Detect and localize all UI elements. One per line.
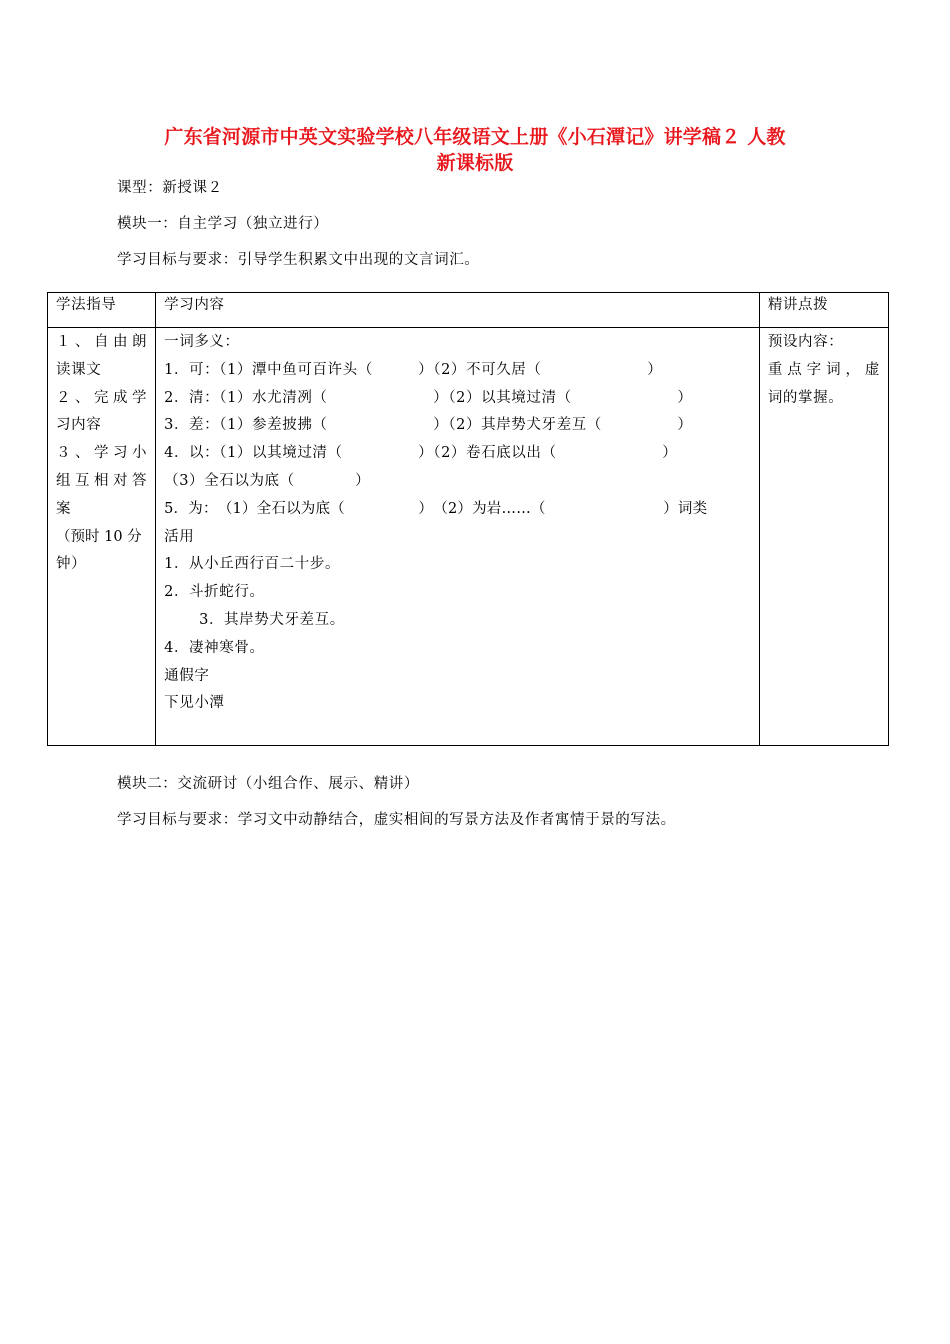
content-line: 4．凄神寒骨。 xyxy=(164,639,265,656)
content-line: 1．从小丘西行百二十步。 xyxy=(164,556,341,573)
notes-line: 重点字词，虚 xyxy=(767,361,880,378)
content-line: （3）全石以为底（ ） xyxy=(164,472,371,489)
content-line: 下见小潭 xyxy=(164,695,225,712)
guide-line: １、自由朗 xyxy=(56,334,148,350)
lesson-type: 课型：新授课２ xyxy=(117,180,223,196)
content-line: 通假字 xyxy=(164,667,210,684)
module-two-goal: 学习目标与要求：学习文中动静结合，虚实相间的写景方法及作者寓情于景的写法。 xyxy=(117,812,676,828)
header-content-label: 学习内容 xyxy=(164,297,225,313)
guide-line: ２、完成学 xyxy=(56,389,148,406)
content-line: 2．斗折蛇行。 xyxy=(164,584,265,601)
guide-lines xyxy=(48,328,155,579)
notes-line: 预设内容： xyxy=(767,334,844,350)
table-header-row xyxy=(48,293,889,328)
guide-line: 读课文 xyxy=(56,361,102,378)
content-line: 3．差：（1）参差披拂（ ）（2）其岸势犬牙差互（ ） xyxy=(164,417,693,434)
module-two-heading: 模块二：交流研讨（小组合作、展示、精讲） xyxy=(117,776,419,792)
content-line: 1．可：（1）潭中鱼可百许头（ ）（2）不可久居（ ） xyxy=(164,361,663,378)
content-line: 5．为： （1）全石以为底（ ） （2）为岩……（ ）词类 xyxy=(164,500,708,517)
guide-line: 习内容 xyxy=(56,417,102,434)
content-line: 活用 xyxy=(164,528,195,545)
header-cell-content xyxy=(156,293,760,328)
header-guide-label: 学法指导 xyxy=(56,297,117,313)
header-cell-guide xyxy=(48,293,156,328)
document-title-line-1: 广东省河源市中英文实验学校八年级语文上册《小石潭记》讲学稿２ 人教 xyxy=(164,126,786,148)
content-cell xyxy=(156,328,760,746)
module-one-goal: 学习目标与要求：引导学生积累文中出现的文言词汇。 xyxy=(117,252,480,268)
header-cell-notes xyxy=(759,293,888,328)
notes-cell xyxy=(759,328,888,746)
content-line: 2．清：（1）水尤清冽（ ）（2）以其境过清（ ） xyxy=(164,389,693,406)
content-lines xyxy=(156,328,759,718)
content-line: 一词多义： xyxy=(164,334,240,350)
header-notes-label: 精讲点拨 xyxy=(767,297,829,313)
document-title-line-2: 新课标版 xyxy=(436,152,514,174)
guide-line: （预时 10 分 xyxy=(56,528,142,545)
module-one-heading: 模块一：自主学习（独立进行） xyxy=(117,216,329,232)
guide-line: ３、学习小 xyxy=(56,445,148,462)
guide-line: 钟） xyxy=(56,556,87,573)
notes-line: 词的掌握。 xyxy=(767,389,844,406)
content-line: 4．以：（1）以其境过清（ ）（2）卷石底以出（ ） xyxy=(164,445,678,462)
table-body-row xyxy=(48,328,889,746)
study-table xyxy=(47,292,889,746)
guide-line: 组互相对答 xyxy=(56,472,148,489)
guide-cell xyxy=(48,328,156,746)
guide-line: 案 xyxy=(56,500,72,517)
notes-lines xyxy=(760,328,888,412)
content-line: 3．其岸势犬牙差互。 xyxy=(199,611,345,628)
